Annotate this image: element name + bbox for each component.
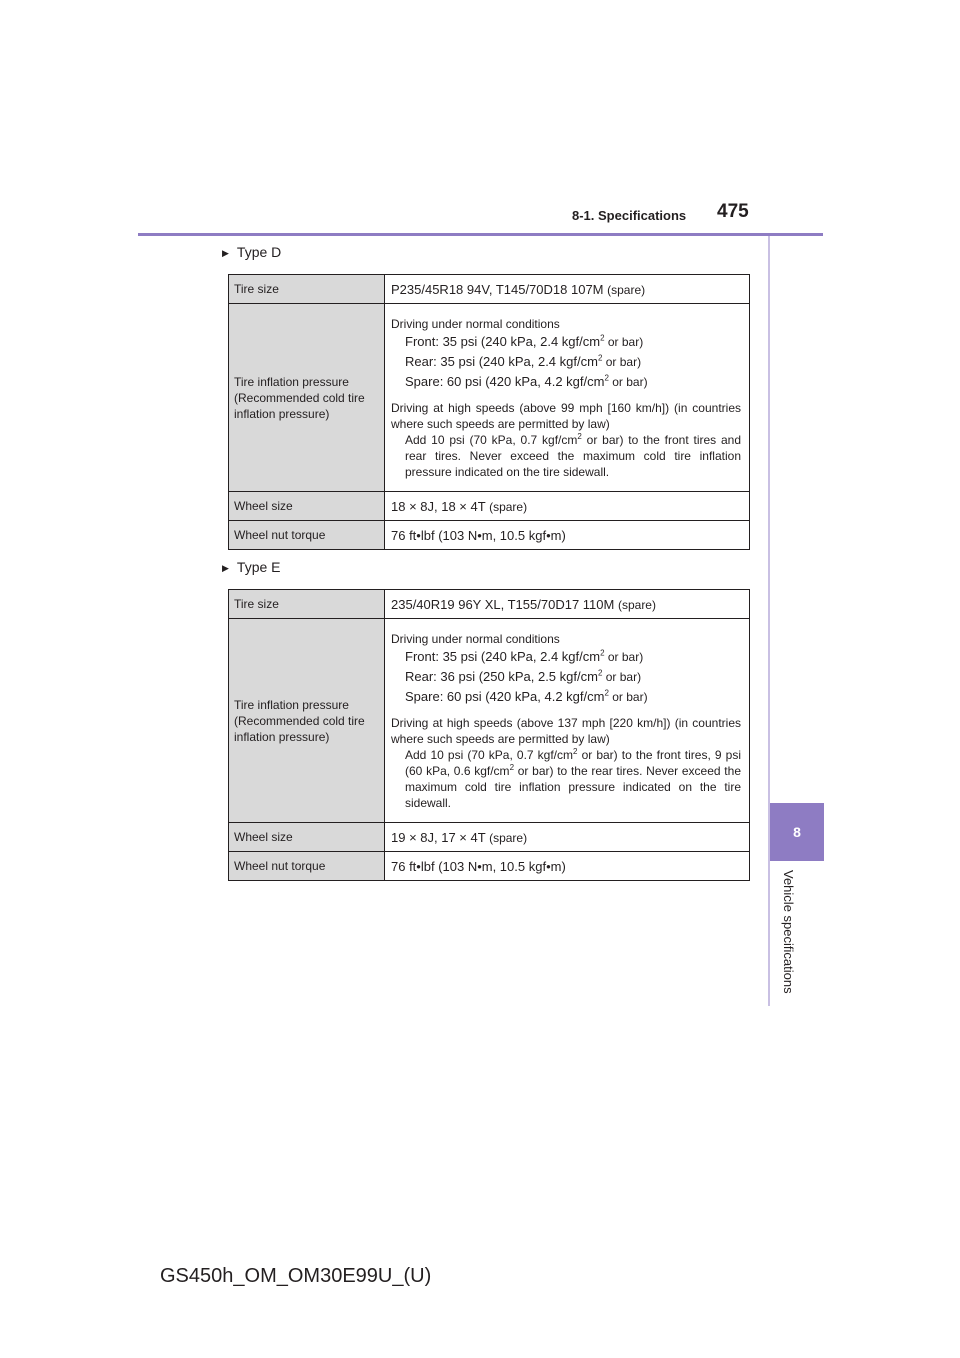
tire-size-text: P235/45R18 94V, T145/70D18 107M — [391, 281, 604, 297]
chapter-tab — [770, 803, 824, 861]
tire-size-text: 235/40R19 96Y XL, T155/70D17 110M — [391, 596, 615, 612]
tire-size-label: Tire size — [229, 275, 385, 304]
chapter-number: 8 — [793, 824, 801, 840]
torque-value: 76 ft•lbf (103 N•m, 10.5 kgf•m) — [385, 852, 750, 881]
tire-size-label: Tire size — [229, 590, 385, 619]
high-speed-heading: Driving at high speeds (above 137 mph [220 km/h]) (in countries where such speeds are permitted by law) — [391, 715, 741, 746]
type-d-spec-table — [228, 274, 750, 550]
high-speed-heading: Driving at high speeds (above 99 mph [160 km/h]) (in countries where such speeds are permitted by law) — [391, 400, 741, 431]
front-pressure: Front: 35 psi (240 kPa, 2.4 kgf/$cm^2$ or bar) — [405, 648, 644, 664]
spare-pressure: Spare: 60 psi (420 kPa, 4.2 kgf/$cm^2$ or bar) — [405, 373, 648, 389]
torque-value: 76 ft•lbf (103 N•m, 10.5 kgf•m) — [385, 521, 750, 550]
spare-pressure: Spare: 60 psi (420 kPa, 4.2 kgf/$cm^2$ or bar) — [405, 688, 648, 704]
type-e-title: Type E — [236, 559, 281, 575]
torque-label: Wheel nut torque — [229, 852, 385, 881]
type-e-heading — [222, 559, 281, 575]
high-speed-instruction: Add 10 psi (70 kPa, 0.7 kgf/$cm^2$ or bar) to the front tires and rear tires. Never exceed the maximum cold tire inflation pressure indicated on the tire sidewall. — [405, 431, 742, 479]
wheel-size-value: 19 × 8J, 17 × 4T (spare) — [385, 823, 750, 852]
table-row — [229, 590, 750, 619]
normal-heading: Driving under normal conditions — [391, 631, 560, 646]
table-row — [229, 823, 750, 852]
page-number: 475 — [717, 201, 749, 222]
document-code: GS450h_OM_OM30E99U_(U) — [160, 1265, 432, 1287]
header-divider — [138, 233, 823, 236]
high-speed-instruction: Add 10 psi (70 kPa, 0.7 kgf/$cm^2$ or bar) to the front tires, 9 psi (60 kPa, 0.6 kgf/$cm^2$ or bar) to the rear tires. Never exceed the maximum cold tire inflation pressure indicated on the tire sidewall. — [405, 746, 741, 810]
rear-pressure: Rear: 36 psi (250 kPa, 2.5 kgf/$cm^2$ or bar) — [405, 668, 642, 684]
type-e-spec-table — [228, 589, 750, 881]
table-row — [229, 304, 750, 492]
wheel-size-label: Wheel size — [229, 823, 385, 852]
front-pressure: Front: 35 psi (240 kPa, 2.4 kgf/$cm^2$ or bar) — [405, 333, 644, 349]
pressure-label: Tire inflation pressure (Recommended cold tire inflation pressure) — [229, 619, 385, 823]
section-title: 8-1. Specifications — [572, 208, 687, 223]
table-row — [229, 521, 750, 550]
normal-heading: Driving under normal conditions — [391, 316, 560, 331]
pressure-value — [385, 304, 750, 492]
type-d-title: Type D — [236, 244, 282, 260]
pressure-label: Tire inflation pressure (Recommended cold tire inflation pressure) — [229, 304, 385, 492]
table-row — [229, 492, 750, 521]
triangle-bullet-icon: ▶ — [222, 563, 229, 573]
triangle-bullet-icon: ▶ — [222, 248, 229, 258]
rear-pressure: Rear: 35 psi (240 kPa, 2.4 kgf/$cm^2$ or bar) — [405, 353, 642, 369]
tire-size-note: (spare) — [607, 282, 646, 297]
side-divider — [768, 236, 770, 1006]
wheel-size-label: Wheel size — [229, 492, 385, 521]
pressure-value — [385, 619, 750, 823]
type-d-heading — [222, 244, 281, 260]
tire-size-value — [385, 590, 750, 619]
table-row — [229, 619, 750, 823]
torque-label: Wheel nut torque — [229, 521, 385, 550]
table-row — [229, 852, 750, 881]
chapter-label: Vehicle specifications — [781, 870, 796, 994]
tire-size-value — [385, 275, 750, 304]
wheel-size-value: 18 × 8J, 18 × 4T (spare) — [385, 492, 750, 521]
table-row — [229, 275, 750, 304]
tire-size-note: (spare) — [617, 597, 656, 612]
